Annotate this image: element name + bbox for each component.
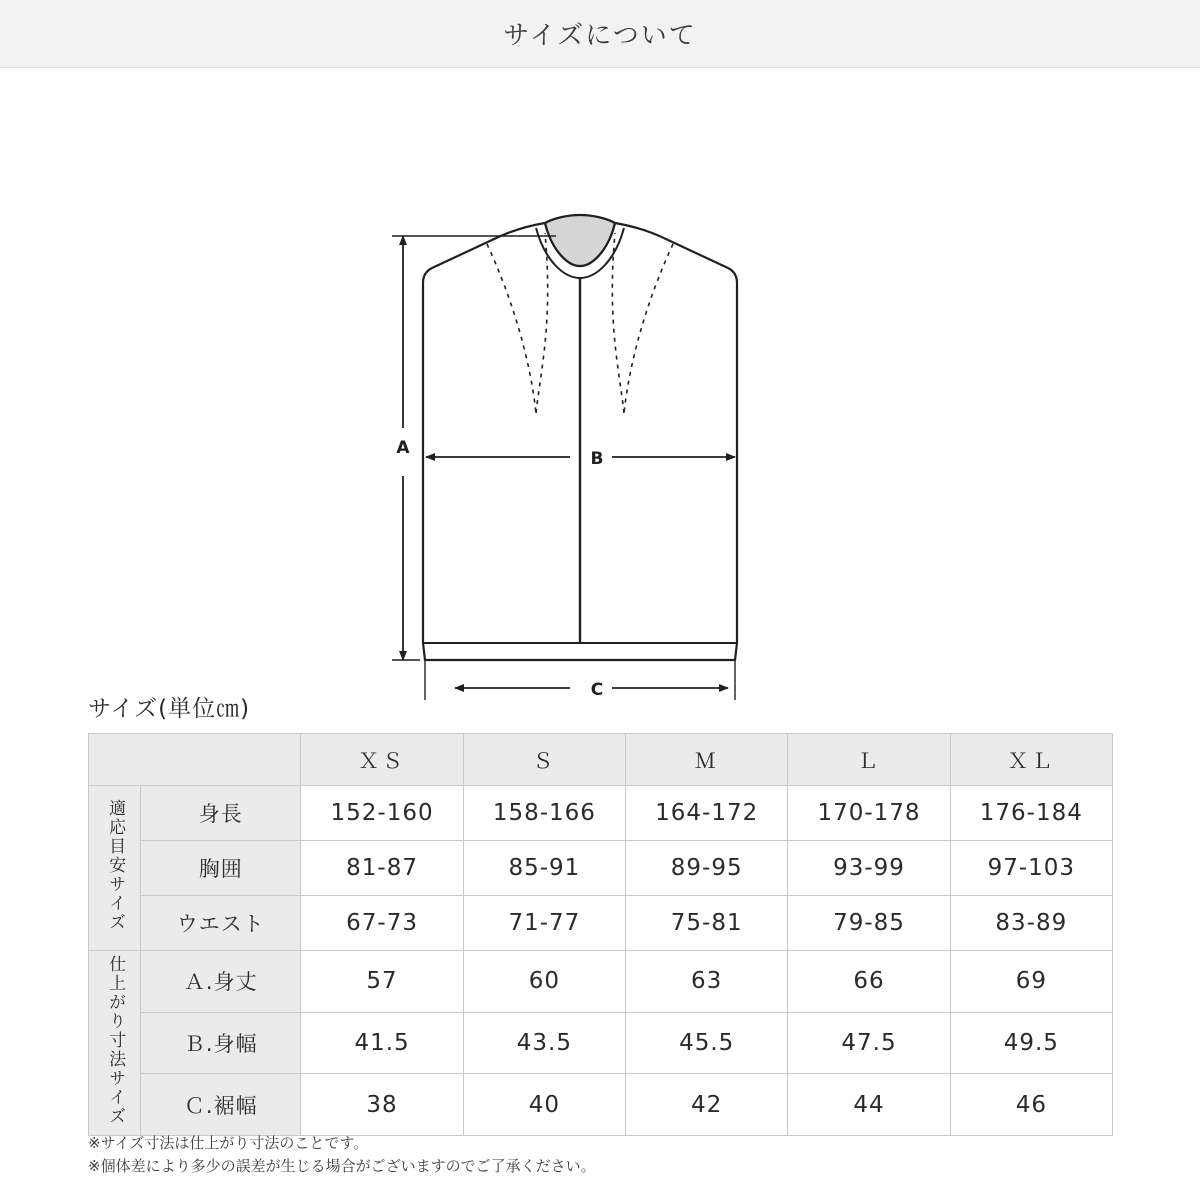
cell-width-xs: 41.5 (301, 1012, 463, 1074)
cell-chest-l: 93-99 (788, 841, 950, 896)
svg-text:B: B (590, 449, 604, 469)
cell-hem-l: 44 (788, 1074, 950, 1136)
vest-line-drawing-svg (0, 68, 1200, 700)
table-corner-cell (89, 734, 301, 786)
size-table (88, 733, 1113, 1136)
cell-hem-s: 40 (463, 1074, 625, 1136)
group-label-finished-text: 仕上がり寸法サイズ (105, 955, 126, 1126)
group-label-fit (89, 786, 141, 951)
page-title: サイズについて (503, 21, 697, 51)
cell-length-m: 63 (626, 951, 788, 1013)
cell-height-xs: 152-160 (301, 786, 463, 841)
table-row (89, 1074, 1113, 1136)
row-label-hem-width: Ｃ.裾幅 (141, 1074, 301, 1136)
table-row (89, 951, 1113, 1013)
group-label-finished (89, 951, 141, 1136)
footnote-2: ※個体差により多少の誤差が生じる場合がございますのでご了承ください。 (88, 1157, 596, 1176)
cell-width-l: 47.5 (788, 1012, 950, 1074)
cell-length-xl: 69 (950, 951, 1112, 1013)
row-label-chest: 胸囲 (141, 841, 301, 896)
cell-hem-xs: 38 (301, 1074, 463, 1136)
cell-waist-xl: 83-89 (950, 896, 1112, 951)
cell-waist-s: 71-77 (463, 896, 625, 951)
page-header (0, 0, 1200, 68)
footnote-1: ※サイズ寸法は仕上がり寸法のことです。 (88, 1134, 369, 1152)
cell-chest-s: 85-91 (463, 841, 625, 896)
cell-hem-xl: 46 (950, 1074, 1112, 1136)
cell-width-xl: 49.5 (950, 1012, 1112, 1074)
cell-height-xl: 176-184 (950, 786, 1112, 841)
cell-waist-l: 79-85 (788, 896, 950, 951)
cell-hem-m: 42 (626, 1074, 788, 1136)
cell-chest-xl: 97-103 (950, 841, 1112, 896)
table-row (89, 896, 1113, 951)
cell-width-m: 45.5 (626, 1012, 788, 1074)
cell-waist-xs: 67-73 (301, 896, 463, 951)
column-header-xl: ＸＬ (950, 734, 1112, 786)
cell-length-l: 66 (788, 951, 950, 1013)
column-header-xs: ＸＳ (301, 734, 463, 786)
cell-length-xs: 57 (301, 951, 463, 1013)
cell-chest-xs: 81-87 (301, 841, 463, 896)
svg-text:A: A (396, 438, 410, 458)
size-table-body (89, 786, 1113, 1136)
row-label-waist: ウエスト (141, 896, 301, 951)
table-row (89, 1012, 1113, 1074)
cell-height-s: 158-166 (463, 786, 625, 841)
size-table-caption: サイズ(単位㎝) (88, 696, 251, 722)
group-label-fit-text: 適応目安サイズ (105, 798, 126, 932)
table-header-row (89, 734, 1113, 786)
svg-text:C: C (590, 680, 604, 700)
table-row (89, 841, 1113, 896)
size-table-block (88, 690, 1113, 1136)
row-label-body-width: Ｂ.身幅 (141, 1012, 301, 1074)
cell-waist-m: 75-81 (626, 896, 788, 951)
row-label-body-length: Ａ.身丈 (141, 951, 301, 1013)
table-row (89, 786, 1113, 841)
cell-height-l: 170-178 (788, 786, 950, 841)
cell-width-s: 43.5 (463, 1012, 625, 1074)
column-header-m: Ｍ (626, 734, 788, 786)
column-header-l: Ｌ (788, 734, 950, 786)
row-label-height: 身長 (141, 786, 301, 841)
cell-height-m: 164-172 (626, 786, 788, 841)
cell-length-s: 60 (463, 951, 625, 1013)
cell-chest-m: 89-95 (626, 841, 788, 896)
column-header-s: Ｓ (463, 734, 625, 786)
garment-diagram (0, 68, 1200, 700)
footnotes (88, 1132, 596, 1179)
size-table-head (89, 734, 1113, 786)
